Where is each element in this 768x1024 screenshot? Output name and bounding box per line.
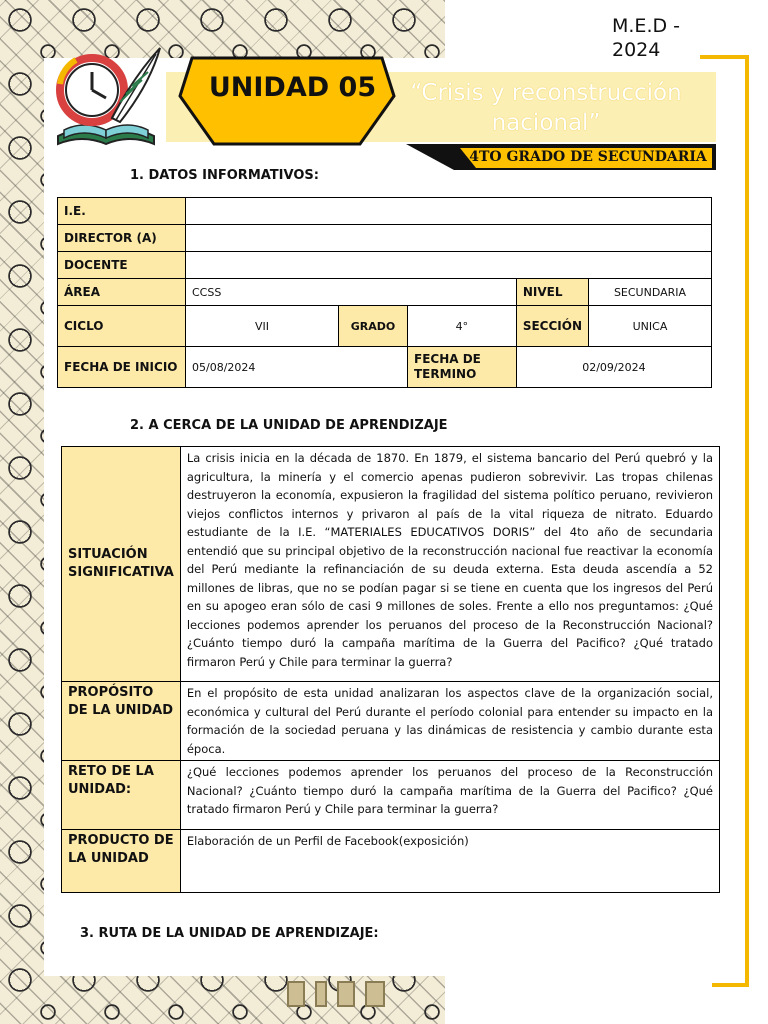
seccion-value: UNICA	[589, 306, 712, 347]
proposito-label: PROPÓSITO DE LA UNIDAD	[62, 682, 181, 761]
nivel-value: SECUNDARIA	[589, 279, 712, 306]
fecha-inicio-label: FECHA DE INICIO	[58, 347, 186, 388]
director-label: DIRECTOR (A)	[58, 225, 186, 252]
unit-title: UNIDAD 05	[208, 72, 377, 103]
fecha-inicio-value: 05/08/2024	[186, 347, 408, 388]
reto-label: RETO DE LA UNIDAD:	[62, 761, 181, 830]
director-value	[186, 225, 712, 252]
grado-value: 4°	[408, 306, 517, 347]
producto-label: PRODUCTO DE LA UNIDAD	[62, 830, 181, 893]
fecha-termino-value: 02/09/2024	[516, 347, 711, 388]
ie-value	[186, 198, 712, 225]
med-year-label: M.E.D - 2024	[612, 15, 681, 61]
ciclo-value: VII	[186, 306, 339, 347]
section-heading-ruta: 3. RUTA DE LA UNIDAD DE APRENDIZAJE:	[80, 926, 379, 941]
situacion-text: La crisis inicia en la década de 1870. En 1879, el sistema bancario del Perú quebró y la agricultura, la minería y el comercio apenas pudieron sobrevivir. Las tropas chilenas destruyeron la economía, expusieron la fragilidad del sistema político peruano, revivieron viejos conflictos internos y privaron al país de la vital riqueza de nitrato. Eduardo estudiante de la I.E. “MATERIALES EDUCATIVOS DORIS” del 4to año de secundaria entendió que su principal objetivo de la reconstrucción nacional fue reactivar la economía del Perú mediante la refinanciación de su deuda externa. Esta deuda ascendía a 52 millones de libras, que no se podían pagar si se tiene en cuenta que los ingresos del Perú en su apogeo eran sólo de casi 9 millones de soles. Frente a ello nos preguntamos: ¿Qué lecciones podemos aprender los peruanos del proceso de la Reconstrucción Nacional? ¿Cuánto tiempo duró la campaña marítima de la Guerra del Pacifico? ¿Qué tratado firmaron Perú y Chile para terminar la guerra?	[180, 447, 719, 682]
reto-text: ¿Qué lecciones podemos aprender los peruanos del proceso de la Reconstrucción Nacional? ¿Cuánto tiempo duró la campaña marítima de la Guerra del Pacifico? ¿Qué tratado firmaron Perú y Chile para terminar la guerra?	[180, 761, 719, 830]
info-table	[57, 197, 712, 388]
docente-label: DOCENTE	[58, 252, 186, 279]
section-heading-acerca: 2. A CERCA DE LA UNIDAD DE APRENDIZAJE	[130, 418, 448, 433]
fecha-termino-label: FECHA DE TERMINO	[408, 347, 517, 388]
area-value: CCSS	[186, 279, 517, 306]
gold-frame-bottom	[712, 983, 749, 987]
gold-frame-right	[745, 55, 749, 987]
about-unit-table	[61, 446, 720, 893]
history-clock-quill-book-icon	[46, 40, 166, 150]
unit-subtitle: “Crisis y reconstrucción nacional”	[410, 80, 682, 136]
nivel-label: NIVEL	[516, 279, 588, 306]
section-heading-datos: 1. DATOS INFORMATIVOS:	[130, 168, 319, 183]
producto-text: Elaboración de un Perfil de Facebook(exposición)	[180, 830, 719, 893]
area-label: ÁREA	[58, 279, 186, 306]
decorative-letters-icon	[282, 978, 392, 1008]
ie-label: I.E.	[58, 198, 186, 225]
docente-value	[186, 252, 712, 279]
situacion-label: SITUACIÓN SIGNIFICATIVA	[62, 447, 181, 682]
ciclo-label: CICLO	[58, 306, 186, 347]
gold-frame-top	[700, 55, 749, 59]
grade-label: 4TO GRADO DE SECUNDARIA	[469, 149, 707, 165]
seccion-label: SECCIÓN	[516, 306, 588, 347]
proposito-text: En el propósito de esta unidad analizaran los aspectos clave de la organización social, económica y cultural del Perú durante el período colonial para entender su impacto en la formación de la sociedad peruana y las dinámicas de resistencia y cambio durante esta época.	[180, 682, 719, 761]
grado-label: GRADO	[339, 306, 408, 347]
